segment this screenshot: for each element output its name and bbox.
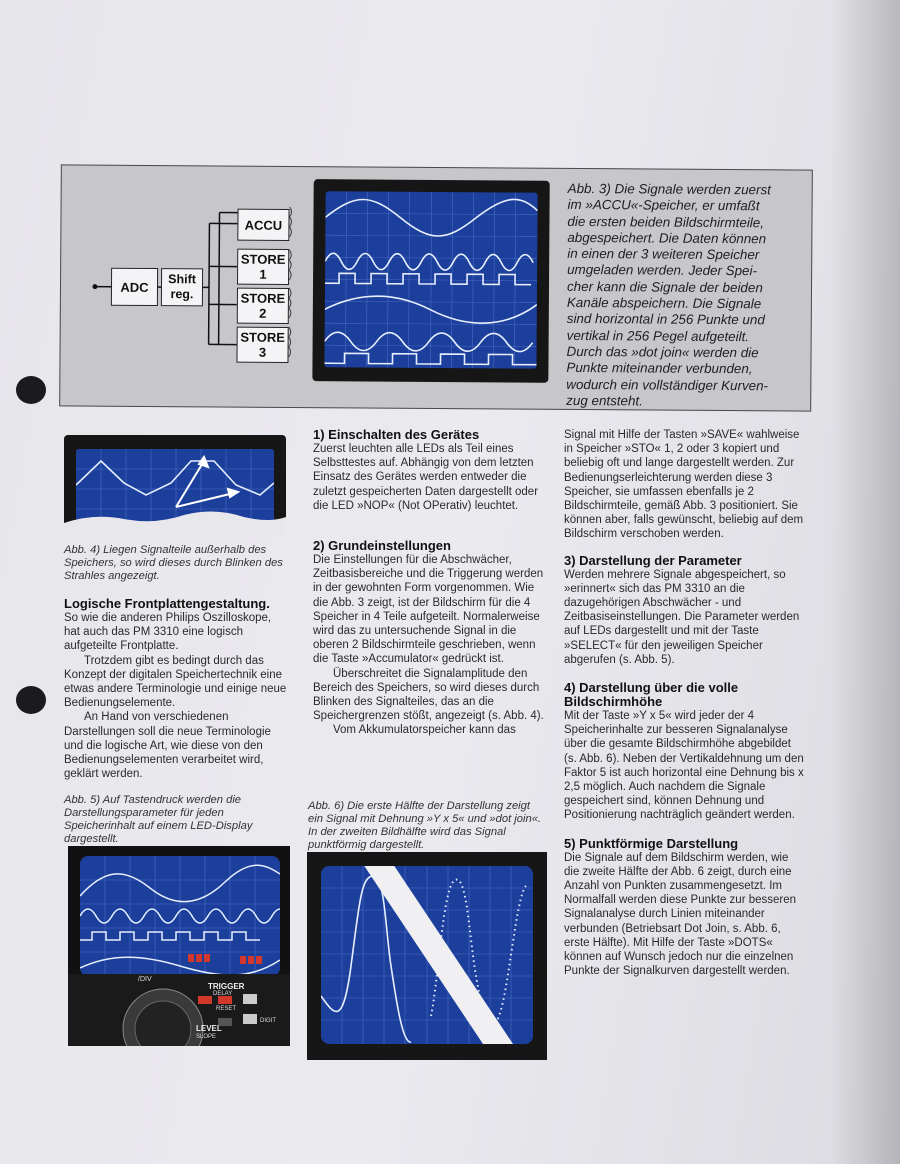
caption-line: zug entsteht. <box>566 392 643 409</box>
caption-line: Punkte miteinander verbunden, <box>566 360 753 377</box>
section-heading: 5) Punktförmige Darstellung <box>564 835 739 851</box>
oscilloscope-photo-fig5 <box>68 846 290 1046</box>
right-column-text <box>564 428 804 979</box>
caption-line: in einen der 3 weiteren Speicher <box>567 246 760 263</box>
paragraph: Überschreitet die Signalamplitude den Bereich des Speichers, so wird dieses durch Blinken des Signalteiles, das an die Speichergrenzen stößt, angezeigt (s. Abb. 4). <box>313 667 544 723</box>
page-shadow <box>830 0 900 1164</box>
control-panel <box>68 974 290 1046</box>
left-column-text <box>64 597 289 781</box>
oscilloscope-display-fig4 <box>64 435 286 530</box>
caption-line: cher kann die Signale der beiden <box>566 278 763 296</box>
crt-screen <box>321 866 533 1044</box>
caption-line: abgespeichert. Die Daten können <box>567 229 767 247</box>
panel-label-div: /DIV <box>138 976 152 983</box>
paragraph: Vom Akkumulatorspeicher kann das <box>333 724 516 737</box>
paragraph: So wie die anderen Philips Oszilloskope, hat auch das PM 3310 eine logisch aufgeteilte Frontplatte. <box>64 612 272 653</box>
multi-trace-waveforms <box>324 191 537 368</box>
caption-line: umgeladen werden. Jeder Spei- <box>567 262 758 279</box>
figure-6-caption: Abb. 6) Die erste Hälfte der Darstellung zeigt ein Signal mit Dehnung »Y x 5« und »dot join«. In der zweiten Bildhälfte wird das Signal punktförmig dargestellt. <box>308 800 542 851</box>
figure-5-caption: Abb. 5) Auf Tastendruck werden die Darstellungsparameter für jeden Speicherinhalt auf einem LED-Display dargestellt. <box>64 794 253 845</box>
section-heading: 1) Einschalten des Gerätes <box>313 427 480 442</box>
caption-line: vertikal in 256 Pegel aufgeteilt. <box>566 327 750 344</box>
figure-3-caption <box>566 181 808 411</box>
punch-hole <box>16 376 46 404</box>
torn-edge <box>64 505 286 535</box>
paragraph: Zuerst leuchten alle LEDs als Teil eines Selbsttestes auf. Abhängig von dem letzten Einsatz des Gerätes werden entweder die zuletzt gespeicherten Daten dargestellt oder die LED »NOP« (Not OPerativ) leuchtet. <box>313 443 539 512</box>
paragraph: Die Einstellungen für die Abschwächer, Zeitbasisbereiche und die Triggerung werden in der gewohnten Form vorgenommen. Wie die Abb. 3 zeigt, ist der Bildschirm für die 4 Speicher in 4 Teile aufgeteilt. Normalerweise wird das zu untersuchende Signal in die oberen 2 Bildschirmteile geschrieben, wenn die Taste »Accumulator« gedrückt ist. <box>313 554 544 666</box>
panel-label-delay: DELAY <box>213 991 233 997</box>
panel-label-slope: SLOPE <box>196 1034 217 1040</box>
section-heading: Logische Frontplattengestaltung. <box>64 596 270 611</box>
oscilloscope-display-fig6 <box>307 852 547 1060</box>
caption-line: im »ACCU«-Speicher, er umfaßt <box>567 197 760 214</box>
panel-label-digit: DIGIT <box>260 1018 276 1024</box>
expanded-waveform <box>321 866 533 1044</box>
punch-hole <box>16 686 46 714</box>
stored-waveforms <box>80 856 280 976</box>
caption-line: Abb. 3) Die Signale werden zuerst <box>567 180 771 198</box>
caption-line: Durch das »dot join« werden die <box>566 343 759 361</box>
paragraph: Signal mit Hilfe der Tasten »SAVE« wahlweise in Speicher »STO« 1, 2 oder 3 kopiert und beliebig oft und lange dargestellt werden. Zur Bedienungserleichterung werden diese 3 Speicher, sie umfassen ebenfalls je 2 Bildschirmteile, gemäß Abb. 3 positioniert. Sie können aber, falls gewünscht, beliebig auf dem Bildschirm verschoben werden. <box>564 429 804 541</box>
panel-label-reset: RESET <box>216 1006 237 1012</box>
paragraph: An Hand von verschiedenen Darstellungen soll die neue Terminologie und die logische Art, wie diese von den Bedienungselementen verarbeitet wird, geklärt werden. <box>64 711 271 781</box>
figure-4-caption: Abb. 4) Liegen Signalteile außerhalb des Speichers, so wird dieses durch Blinken des Strahles angezeigt. <box>64 544 283 582</box>
oscilloscope-display-fig3 <box>312 179 549 383</box>
paragraph: Mit der Taste »Y x 5« wird jeder der 4 Speicherinhalte zur besseren Signalanalyse über die gesamte Bildschirmhöhe abgebildet (s. Abb. 6). Neben der Vertikaldehnung um den Faktor 5 ist auch horizontal eine Dehnung bis x 2,5 möglich. Auch nachdem die Signale gespeichert sind, können Dehnung und Positionierung nachträglich geändert werden. <box>564 710 804 822</box>
crt-screen <box>80 856 280 976</box>
caption-line: die ersten beiden Bildschirmteile, <box>567 213 765 230</box>
section-heading: 3) Darstellung der Parameter <box>564 552 742 568</box>
crt-screen <box>324 191 537 368</box>
paragraph: Werden mehrere Signale abgespeichert, so »erinnert« sich das PM 3310 an die dazugehörigen Abschwächer - und Zeitbasiseinstellungen. Die Parameter werden auf LEDs dargestellt und mit der Taste »SELECT« für den jeweiligen Speicher abgerufen (s. Abb. 5). <box>564 568 800 666</box>
accu-block: ACCU <box>237 209 289 241</box>
paragraph: Die Signale auf dem Bildschirm werden, wie die zweite Hälfte der Abb. 6 zeigt, durch eine Anzahl von Punkten zusammengesetzt. Im Normalfall werden diese Punkte zur besseren Signalanalyse durch Linien miteinander verbunden (Betriebsart Dot Join, s. Abb. 6, erste Hälfte). Mit Hilfe der Taste »DOTS« können auf Wunsch jedoch nur die einzelnen Punkte der Signalkurven dargestellt werden. <box>564 851 797 978</box>
shift-register-block: Shift reg. <box>161 268 203 306</box>
store-3-block: STORE 3 <box>236 327 288 363</box>
section-heading: 4) Darstellung über die volle Bildschirmhöhe <box>564 680 739 710</box>
adc-block: ADC <box>111 268 158 306</box>
paragraph: Trotzdem gibt es bedingt durch das Konzept der digitalen Speichertechnik eine etwas andere Terminologie und einige neue Bedienungselemente. <box>64 654 287 710</box>
middle-column-text <box>313 428 548 738</box>
store-1-block: STORE 1 <box>237 249 289 285</box>
section-heading: 2) Grundeinstellungen <box>313 538 451 554</box>
figure-3-box <box>59 164 813 411</box>
caption-line: wodurch ein vollständiger Kurven- <box>566 376 769 393</box>
store-2-block: STORE 2 <box>237 288 289 324</box>
caption-line: Kanäle abspeichern. Die Signale <box>566 294 762 312</box>
caption-line: sind horizontal in 256 Punkte und <box>566 311 765 328</box>
panel-label-trigger: TRIGGER <box>208 982 245 991</box>
panel-label-level: LEVEL <box>196 1024 222 1033</box>
